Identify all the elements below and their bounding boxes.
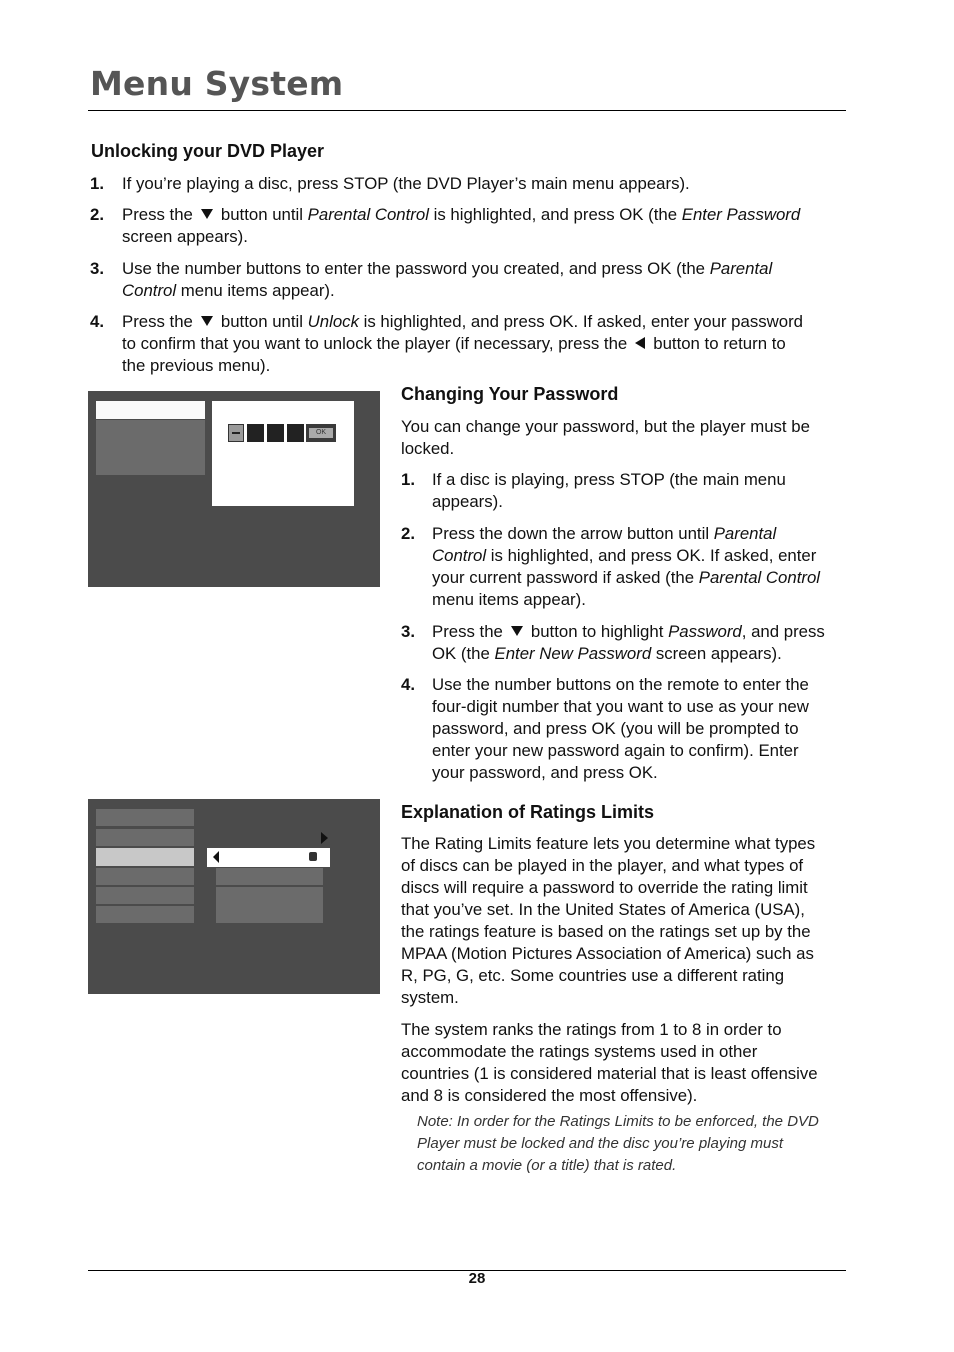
unlock-step-2 (90, 204, 850, 248)
step-text: is highlighted, and press OK. If asked, enter your password (363, 312, 803, 331)
step-text: Press the down the arrow button until (432, 524, 710, 543)
step-text: Press the (122, 205, 193, 224)
paragraph-line: and 8 is considered the most offensive). (401, 1086, 698, 1105)
step-number: 1. (401, 470, 415, 489)
step-text: to confirm that you want to unlock the player (if necessary, press the (122, 334, 628, 353)
paragraph-line: of discs can be played in the player, and what types of (401, 856, 804, 875)
step-number: 2. (90, 205, 104, 224)
step-text: If a disc is playing, press STOP (the main menu (432, 470, 786, 489)
step-text: appears). (432, 492, 503, 511)
down-arrow-icon (201, 316, 213, 326)
change-step-1 (401, 469, 846, 513)
step-text: four-digit number that you want to use as your new (432, 697, 809, 716)
step-text-italic: Unlock (307, 312, 359, 331)
step-number: 2. (401, 524, 415, 543)
step-text-italic: Control (432, 546, 487, 565)
step-text: button to highlight (530, 622, 664, 641)
ok-button (306, 424, 336, 442)
step-text: the previous menu). (122, 356, 271, 375)
digit-field-active (228, 424, 244, 442)
step-text: is highlighted, and press OK. If asked, enter (490, 546, 817, 565)
unlock-heading: Unlocking your DVD Player (91, 141, 325, 161)
ratings-paragraph-1 (401, 833, 846, 1009)
paragraph-line: accommodate the ratings systems used in other (401, 1042, 758, 1061)
step-text: , and press (741, 622, 825, 641)
step-text-italic: Parental (713, 524, 777, 543)
step-number: 1. (90, 174, 104, 193)
paragraph-line: MPAA (Motion Pictures Association of America) such as (401, 944, 814, 963)
page-number: 28 (468, 1270, 486, 1287)
ratings-paragraph-2 (401, 1019, 846, 1107)
right-arrow-icon (321, 832, 328, 844)
menu-item (96, 887, 194, 904)
menu-item (96, 906, 194, 923)
step-text: your current password if asked (the (432, 568, 695, 587)
note-line: Player must be locked and the disc you’re playing must (417, 1135, 784, 1152)
submenu-item (216, 868, 323, 885)
step-text: menu items appear). (180, 281, 335, 300)
step-text: screen appears). (655, 644, 782, 663)
paragraph-line: locked. (401, 439, 455, 458)
menu-highlight-bar (96, 401, 205, 419)
submenu-item (216, 887, 323, 923)
step-text-italic: Enter Password (681, 205, 801, 224)
ok-label: OK (309, 428, 333, 438)
step-text-italic: Enter New Password (494, 644, 652, 663)
step-text: your password, and press OK. (432, 763, 658, 782)
paragraph-line: You can change your password, but the player must be (401, 417, 810, 436)
rating-limits-screen-image (88, 799, 380, 994)
left-arrow-icon (213, 851, 219, 863)
unlock-step-4 (90, 311, 850, 377)
paragraph-line: countries (1 is considered material that is least offensive (401, 1064, 818, 1083)
step-text-italic: Password (668, 622, 742, 641)
step-text-italic: Parental Control (307, 205, 429, 224)
step-number: 4. (401, 675, 415, 694)
paragraph-line: that you’ve set. In the United States of America (USA), (401, 900, 805, 919)
step-text: enter your new password again to confirm). Enter (432, 741, 799, 760)
step-text: is highlighted, and press OK (the (433, 205, 678, 224)
step-text-italic: Parental (709, 259, 773, 278)
password-dialog (212, 401, 354, 506)
change-step-2 (401, 523, 846, 611)
down-arrow-icon (511, 626, 523, 636)
down-arrow-icon (201, 209, 213, 219)
paragraph-line: discs will require a password to override the rating limit (401, 878, 808, 897)
rating-value-icon (309, 852, 317, 861)
ratings-heading: Explanation of Ratings Limits (401, 802, 655, 822)
paragraph-line: The system ranks the ratings from 1 to 8 in order to (401, 1020, 782, 1039)
step-text: button to return to (653, 334, 786, 353)
step-text: Press the (122, 312, 193, 331)
digit-field (267, 424, 284, 442)
step-number: 3. (401, 622, 415, 641)
step-text: OK (the (432, 644, 490, 663)
menu-item (96, 809, 194, 826)
step-number: 3. (90, 259, 104, 278)
change-step-3 (401, 621, 846, 665)
rating-selector (207, 848, 330, 867)
header-rule (88, 110, 846, 111)
paragraph-line: system. (401, 988, 459, 1007)
digit-field (247, 424, 264, 442)
unlock-step-1 (90, 173, 850, 195)
digit-field (287, 424, 304, 442)
paragraph-line: The Rating Limits feature lets you determine what types (401, 834, 816, 853)
note-line: Note: In order for the Ratings Limits to be enforced, the DVD (417, 1113, 819, 1130)
note-line: contain a movie (or a title) that is rated. (417, 1157, 677, 1174)
step-text: button until (220, 312, 303, 331)
step-text-italic: Parental Control (698, 568, 821, 587)
menu-item (96, 868, 194, 885)
change-intro (401, 416, 841, 460)
step-text: Use the number buttons to enter the password you created, and press OK (the (122, 259, 706, 278)
step-text: menu items appear). (432, 590, 586, 609)
menu-item (96, 829, 194, 846)
change-step-4 (401, 674, 846, 784)
left-arrow-icon (635, 337, 645, 349)
menu-item-selected (96, 848, 194, 866)
step-text: screen appears). (122, 227, 248, 246)
password-screen-image (88, 391, 380, 587)
unlock-step-3 (90, 258, 850, 302)
step-text: Press the (432, 622, 503, 641)
menu-panel (96, 420, 205, 475)
step-number: 4. (90, 312, 104, 331)
step-text: button until (220, 205, 303, 224)
step-text: Use the number buttons on the remote to enter the (432, 675, 809, 694)
paragraph-line: the ratings feature is based on the ratings set up by the (401, 922, 811, 941)
step-text: password, and press OK (you will be prompted to (432, 719, 799, 738)
ratings-note (417, 1111, 847, 1177)
paragraph-line: R, PG, G, etc. Some countries use a different rating (401, 966, 785, 985)
step-text: If you’re playing a disc, press STOP (the DVD Player’s main menu appears). (122, 174, 690, 193)
change-heading: Changing Your Password (401, 384, 619, 404)
page-title: Menu System (90, 64, 344, 103)
step-text-italic: Control (122, 281, 177, 300)
